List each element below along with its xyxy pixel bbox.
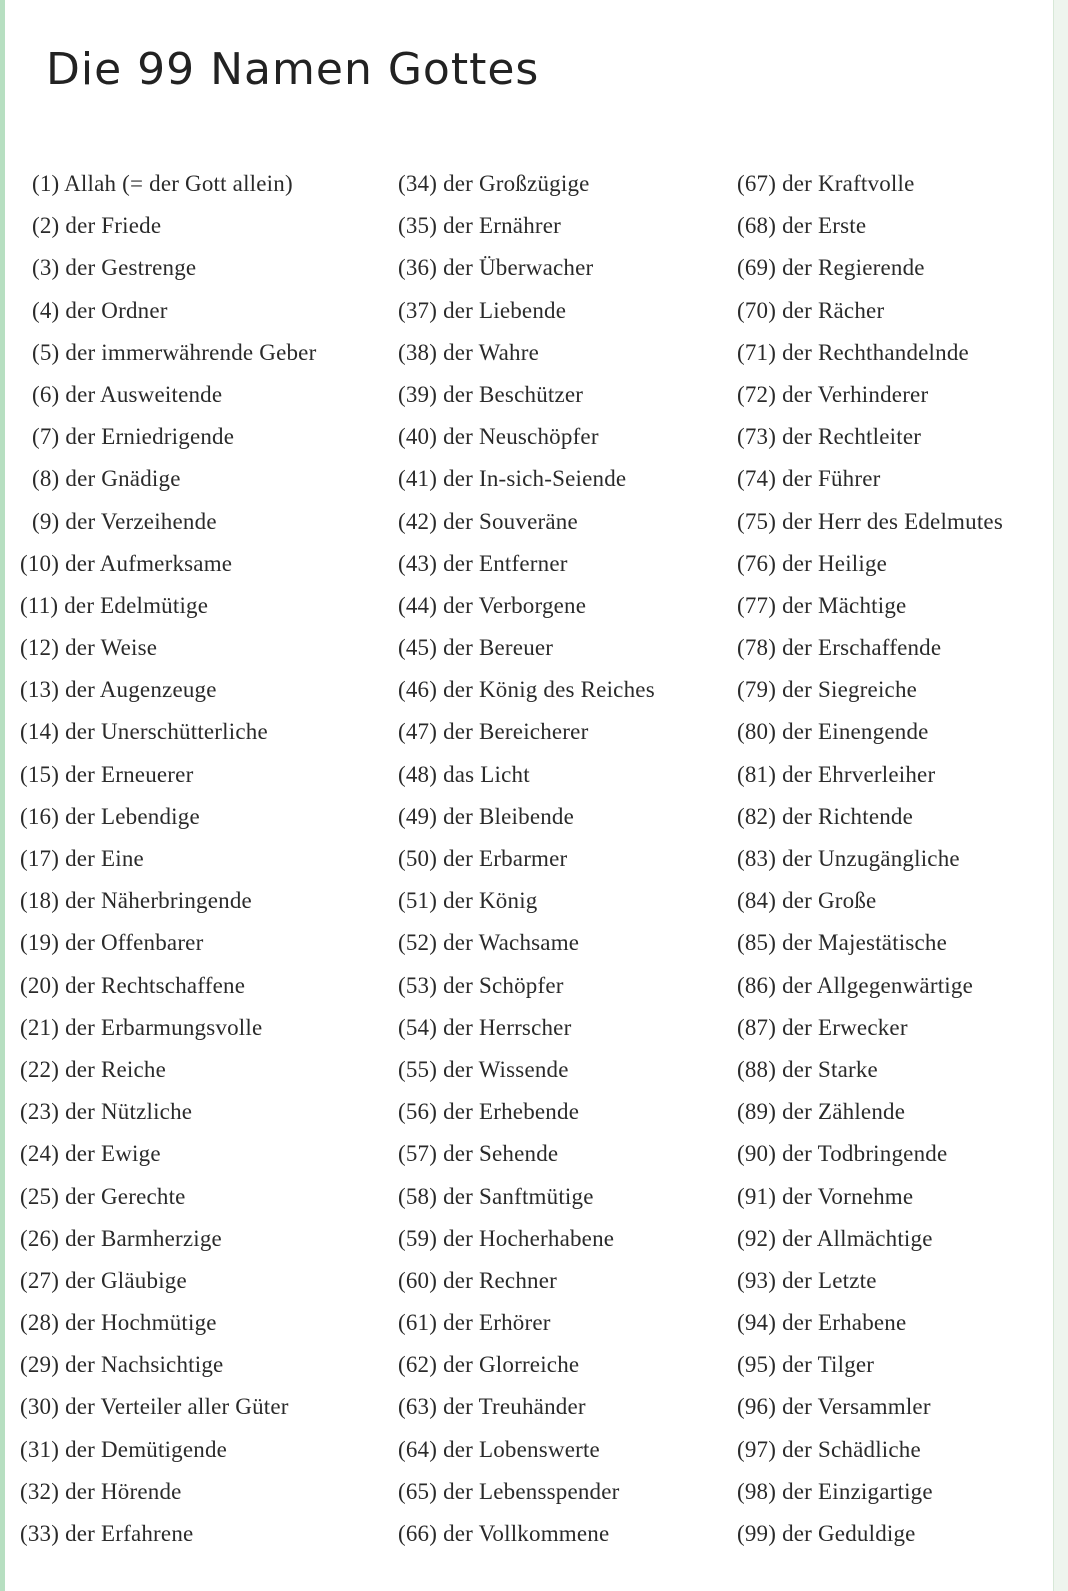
- name-list-item: (15) der Erneuerer: [20, 761, 194, 787]
- name-list-item: (63) der Treuhänder: [398, 1394, 586, 1420]
- name-list-item: (29) der Nachsichtige: [20, 1352, 224, 1378]
- name-list-item: (37) der Liebende: [398, 297, 567, 323]
- name-list-item: (54) der Herrscher: [398, 1014, 572, 1040]
- name-list-item: (94) der Erhabene: [737, 1310, 907, 1336]
- name-list-item: (78) der Erschaffende: [737, 635, 942, 661]
- name-list-item: (48) das Licht: [398, 761, 530, 787]
- name-list-item: (5) der immerwährende Geber: [32, 339, 317, 365]
- name-list-item: (32) der Hörende: [20, 1478, 182, 1504]
- name-list-item: (19) der Offenbarer: [20, 930, 204, 956]
- name-list-item: (79) der Siegreiche: [737, 677, 918, 703]
- name-list-item: (65) der Lebensspender: [398, 1478, 620, 1504]
- name-list-item: (61) der Erhörer: [398, 1310, 551, 1336]
- name-list-item: (85) der Majestätische: [737, 930, 948, 956]
- name-list-item: (87) der Erwecker: [737, 1014, 908, 1040]
- name-list-item: (42) der Souveräne: [398, 508, 578, 534]
- name-list-item: (90) der Todbringende: [737, 1141, 948, 1167]
- name-list-item: (96) der Versammler: [737, 1394, 931, 1420]
- name-list-item: (64) der Lobenswerte: [398, 1436, 600, 1462]
- name-list-item: (17) der Eine: [20, 846, 144, 871]
- page-right-edge: [1053, 0, 1068, 1591]
- name-list-item: (33) der Erfahrene: [20, 1521, 194, 1546]
- name-list-item: (21) der Erbarmungsvolle: [20, 1014, 263, 1040]
- name-list-item: (89) der Zählende: [737, 1099, 906, 1125]
- name-list-item: (8) der Gnädige: [32, 466, 181, 492]
- name-list-item: (2) der Friede: [32, 213, 162, 239]
- name-list-item: (36) der Überwacher: [398, 255, 594, 281]
- name-list-item: (43) der Entferner: [398, 550, 568, 576]
- name-list-item: (67) der Kraftvolle: [737, 171, 915, 196]
- name-list-item: (58) der Sanftmütige: [398, 1183, 594, 1209]
- name-list-item: (99) der Geduldige: [737, 1521, 916, 1546]
- name-list-item: (52) der Wachsame: [398, 930, 580, 956]
- name-list-item: (68) der Erste: [737, 213, 867, 239]
- name-list-item: (56) der Erhebende: [398, 1099, 580, 1125]
- name-list-item: (11) der Edelmütige: [20, 592, 209, 618]
- name-list-item: (76) der Heilige: [737, 550, 888, 576]
- name-list-item: (83) der Unzugängliche: [737, 846, 960, 871]
- name-list-item: (73) der Rechtleiter: [737, 424, 922, 450]
- page-title: Die 99 Namen Gottes: [46, 44, 540, 95]
- name-list-item: (92) der Allmächtige: [737, 1225, 933, 1251]
- name-list-item: (27) der Gläubige: [20, 1267, 187, 1293]
- name-list-item: (62) der Glorreiche: [398, 1352, 580, 1378]
- name-list-item: (59) der Hocherhabene: [398, 1225, 615, 1251]
- name-list-item: (38) der Wahre: [398, 339, 540, 365]
- name-list-item: (14) der Unerschütterliche: [20, 719, 268, 745]
- name-list-item: (77) der Mächtige: [737, 592, 907, 618]
- name-list-item: (91) der Vornehme: [737, 1183, 914, 1209]
- name-list-item: (45) der Bereuer: [398, 635, 554, 661]
- name-list-item: (12) der Weise: [20, 635, 158, 661]
- name-list-item: (84) der Große: [737, 888, 877, 914]
- names-column-1: [20, 167, 380, 1559]
- name-list-item: (39) der Beschützer: [398, 381, 584, 407]
- name-list-item: (70) der Rächer: [737, 297, 885, 323]
- name-list-item: (26) der Barmherzige: [20, 1225, 222, 1251]
- name-list-item: (22) der Reiche: [20, 1056, 167, 1082]
- name-list-item: (88) der Starke: [737, 1056, 878, 1082]
- name-list-item: (10) der Aufmerksame: [20, 550, 233, 576]
- name-list-item: (40) der Neuschöpfer: [398, 424, 599, 450]
- name-list-item: (98) der Einzigartige: [737, 1478, 933, 1504]
- name-list-item: (6) der Ausweitende: [32, 381, 223, 407]
- name-list-item: (97) der Schädliche: [737, 1436, 921, 1462]
- name-list-item: (24) der Ewige: [20, 1141, 161, 1167]
- name-list-item: (81) der Ehrverleiher: [737, 761, 936, 787]
- name-list-item: (18) der Näherbringende: [20, 888, 252, 914]
- name-list-item: (46) der König des Reiches: [398, 677, 655, 703]
- names-column-3: [737, 167, 1047, 1559]
- name-list-item: (82) der Richtende: [737, 803, 914, 829]
- names-column-2: [398, 167, 728, 1559]
- name-list-item: (34) der Großzügige: [398, 171, 590, 196]
- name-list-item: (20) der Rechtschaffene: [20, 972, 246, 998]
- name-list-item: (60) der Rechner: [398, 1267, 558, 1293]
- name-list-item: (7) der Erniedrigende: [32, 424, 235, 450]
- name-list-item: (86) der Allgegenwärtige: [737, 972, 973, 998]
- name-list-item: (50) der Erbarmer: [398, 846, 568, 871]
- name-list-item: (55) der Wissende: [398, 1056, 569, 1082]
- name-list-item: (71) der Rechthandelnde: [737, 339, 969, 365]
- name-list-item: (1) Allah (= der Gott allein): [32, 171, 293, 196]
- name-list-item: (57) der Sehende: [398, 1141, 559, 1167]
- name-list-item: (74) der Führer: [737, 466, 881, 492]
- name-list-item: (53) der Schöpfer: [398, 972, 564, 998]
- name-list-item: (49) der Bleibende: [398, 803, 575, 829]
- name-list-item: (28) der Hochmütige: [20, 1310, 217, 1336]
- name-list-item: (95) der Tilger: [737, 1352, 875, 1378]
- name-list-item: (66) der Vollkommene: [398, 1521, 610, 1546]
- name-list-item: (44) der Verborgene: [398, 592, 587, 618]
- name-list-item: (23) der Nützliche: [20, 1099, 193, 1125]
- name-list-item: (4) der Ordner: [32, 297, 168, 323]
- name-list-item: (47) der Bereicherer: [398, 719, 589, 745]
- name-list-item: (16) der Lebendige: [20, 803, 200, 829]
- name-list-item: (31) der Demütigende: [20, 1436, 228, 1462]
- name-list-item: (93) der Letzte: [737, 1267, 877, 1293]
- name-list-item: (69) der Regierende: [737, 255, 925, 281]
- name-list-item: (13) der Augenzeuge: [20, 677, 217, 703]
- name-list-item: (80) der Einengende: [737, 719, 929, 745]
- page-left-edge: [0, 0, 5, 1591]
- name-list-item: (3) der Gestrenge: [32, 255, 197, 281]
- name-list-item: (75) der Herr des Edelmutes: [737, 508, 1003, 534]
- name-list-item: (51) der König: [398, 888, 538, 914]
- name-list-item: (25) der Gerechte: [20, 1183, 186, 1209]
- name-list-item: (41) der In-sich-Seiende: [398, 466, 627, 492]
- name-list-item: (30) der Verteiler aller Güter: [20, 1394, 289, 1420]
- name-list-item: (35) der Ernährer: [398, 213, 562, 239]
- name-list-item: (9) der Verzeihende: [32, 508, 217, 534]
- name-list-item: (72) der Verhinderer: [737, 381, 929, 407]
